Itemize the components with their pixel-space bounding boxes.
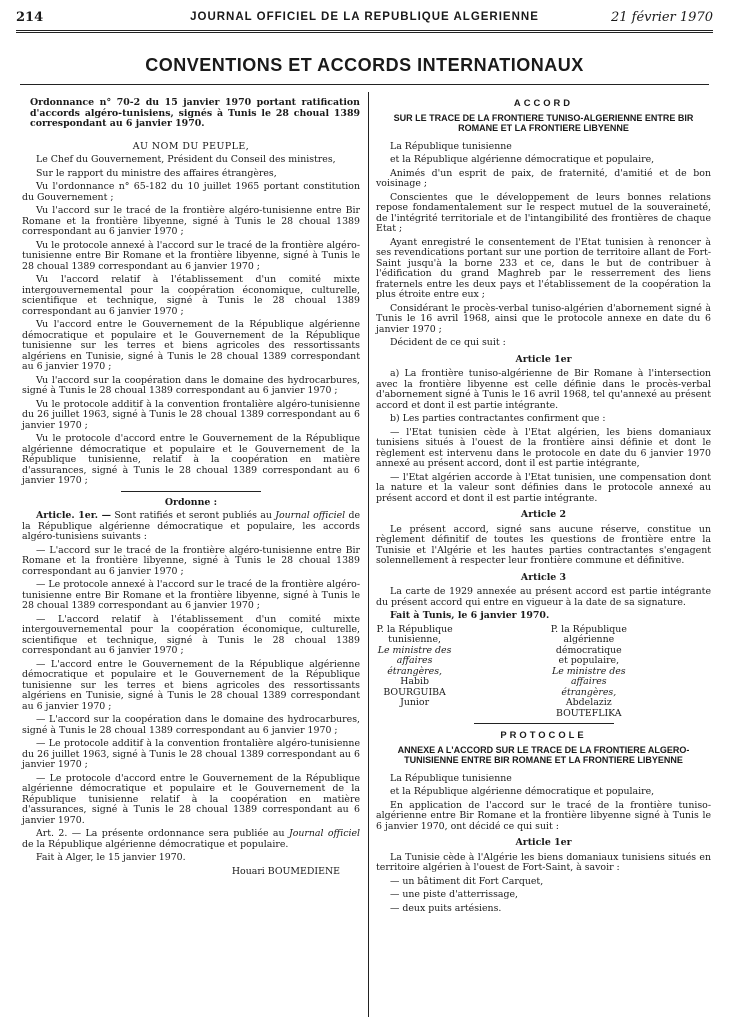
article1-para: b) Les parties contractantes confirment que : — [390, 413, 606, 424]
list-item: — L'accord sur la coopération dans le domaine des hydrocarbures, signé à Tunis le 28 choual 1389 correspondant au 6 janvier 1970 ; — [22, 714, 360, 736]
article1-intro-b: de la République algérienne démocratique et populaire, les accords algéro-tunisiens suivants : — [22, 510, 361, 542]
preamble — [22, 155, 360, 487]
preamble-line: Vu le protocole d'accord entre le Gouvernement de la République algérienne démocratique et populaire et le Gouvernement de la République tunisienne, relatif à la coopération en matière d'assurances, signé à Tunis le 28 choual 1389 correspondant au 6 janvier 1970 ; — [22, 433, 360, 486]
section-title: CONVENTIONS ET ACCORDS INTERNATIONAUX — [145, 55, 584, 75]
protocole-art1-heading: Article 1er — [515, 837, 572, 848]
fait-alger: Fait à Alger, le 15 janvier 1970. — [36, 852, 186, 863]
accord-heading: ACCORD — [513, 97, 574, 108]
preamble-line: Vu le protocole additif à la convention frontalière algéro-tunisienne du 26 juillet 1963, signé à Tunis le 28 choual 1389 correspondant au 6 janvier 1970 ; — [22, 398, 360, 431]
article2-heading: Article 2 — [520, 509, 567, 520]
list-item: — L'accord entre le Gouvernement de la République algérienne démocratique et populaire et le Gouvernement de la République tunisienne sur les terres et biens agricoles des ressortissants algériens en Tunisie, signé à Tunis le 28 choual 1389 correspondant au 6 janvier 1970 ; — [22, 658, 360, 712]
accord-subtitle: SUR LE TRACE DE LA FRONTIERE TUNISO-ALGERIENNE ENTRE BIR ROMANE ET LA FRONTIERE LIBYENNE — [393, 112, 694, 133]
article2-b: de la République algérienne démocratique et populaire. — [22, 838, 289, 850]
separator-rule — [121, 491, 261, 492]
sig-name: Abdelaziz BOUTEFLIKA — [556, 697, 622, 719]
sig-title: Le ministre des affaires étrangères, — [551, 665, 626, 698]
signature-tunisia — [376, 625, 537, 720]
fait-tunis: Fait à Tunis, le 6 janvier 1970. — [390, 610, 550, 621]
page-number: 214 — [16, 10, 44, 25]
article2-text: Le présent accord, signé sans aucune réserve, constitue un règlement définitif de toutes les questions de frontière entre la Tunisie et l'Algérie et les hautes parties contractantes s'engagent solennellement à respecter leur frontière commune et définitive. — [376, 523, 711, 566]
article2 — [22, 829, 360, 850]
signature-block — [376, 625, 711, 720]
party-line: La République tunisienne — [390, 772, 512, 784]
list-item: — Le protocole annexé à l'accord sur le tracé de la frontière algéro-tunisienne entre Bir Romane et la frontière libyenne, signé à Tunis le 28 choual 1389 correspondant au 6 janvier 1970 ; — [22, 579, 360, 611]
header-rule — [16, 30, 713, 31]
protocole-art1-text: La Tunisie cède à l'Algérie les biens domaniaux tunisiens situés en territoire algérien à l'ouest de Fort-Saint, à savoir : — [376, 851, 711, 873]
considerant: Ayant enregistré le consentement de l'Etat tunisien à renoncer à ses revendications portant sur une portion de territoire allant de Fort-Saint jusqu'à la borne 233 et ce, dans le but de contribuer à l'édification du grand Maghreb par le resserrement des liens fraternels entre les deux pays et l'établissement de la coopération la plus étroite entre eux ; — [376, 236, 711, 300]
au-nom-du-peuple: AU NOM DU PEUPLE, — [132, 140, 250, 152]
issue-date: 21 février 1970 — [610, 10, 713, 25]
sig-party: P. la République algérienne démocratique et populaire, — [550, 623, 627, 666]
article1-heading: Article 1er — [515, 353, 572, 365]
list-item: — L'accord relatif à l'établissement d'un comité mixte intergouvernemental pour la coopération économique, culturelle, scientifique et technique, signé à Tunis le 28 choual 1389 correspondant au 6 janvier 1970 ; — [22, 613, 360, 656]
list-item: — L'accord sur le tracé de la frontière algéro-tunisienne entre Bir Romane et la frontière libyenne, signé à Tunis le 28 choual 1389 correspondant au 6 janvier 1970 ; — [22, 544, 360, 577]
article1-intro — [22, 511, 360, 543]
article2-a: Art. 2. — La présente ordonnance sera publiée au — [36, 828, 285, 839]
separator-rule — [474, 723, 614, 724]
party-line: et la République algérienne démocratique et populaire, — [390, 154, 655, 165]
article1-list — [22, 546, 360, 827]
sig-title: Le ministre des affaires étrangères, — [377, 644, 452, 677]
protocole-subtitle: ANNEXE A L'ACCORD SUR LE TRACE DE LA FRONTIERE ALGERO-TUNISIENNE ENTRE BIR ROMANE ET LA FRONTIERE LIBYENNE — [397, 744, 690, 765]
right-column — [376, 98, 711, 917]
signature-algeria — [550, 625, 711, 720]
article1-label: Article. 1er. — — [36, 510, 112, 521]
protocole-heading: PROTOCOLE — [500, 729, 587, 740]
preamble-line: Vu le protocole annexé à l'accord sur le tracé de la frontière algéro-tunisienne entre Bir Romane et la frontière libyenne, signé à Tunis le 28 choual 1389 correspondant au 6 janvier 1970 ; — [22, 239, 360, 272]
list-item: — Le protocole additif à la convention frontalière algéro-tunisienne du 26 juillet 1963, signé à Tunis le 28 choual 1389 correspondant au 6 janvier 1970 ; — [22, 738, 360, 770]
considerant: Conscientes que le développement de leurs bonnes relations repose fondamentalement sur le respect mutuel de la souveraineté, de l'intégrité territoriale et de l'intangibilité des frontières de chaque Etat ; — [376, 191, 711, 234]
article1-para: — l'Etat tunisien cède à l'Etat algérien, les biens domaniaux tunisiens situés à l'ouest de la frontière ainsi définie et dont le règlement est intervenu dans le protocole en date du 6 janvier 1970 annexé au présent accord, dont il est partie intégrante, — [376, 426, 711, 469]
article3-text: La carte de 1929 annexée au présent accord est partie intégrante du présent accord qui entre en vigueur à la date de sa signature. — [376, 586, 711, 608]
article2-journal: Journal officiel — [288, 828, 360, 839]
preamble-line: Vu l'ordonnance n° 65-182 du 10 juillet 1965 portant constitution du Gouvernement ; — [22, 181, 360, 203]
article3-heading: Article 3 — [520, 571, 567, 583]
page-header — [16, 10, 713, 28]
sig-name: Habib BOURGUIBA Junior — [383, 676, 446, 708]
list-item: — une piste d'atterrissage, — [390, 889, 519, 900]
article1-para: a) La frontière tuniso-algérienne de Bir Romane à l'intersection avec la frontière libyenne est celle définie dans le procès-verbal d'abornement signé à Tunis le 16 avril 1968, tel qu'annexé au présent accord et dont il est partie intégrante. — [376, 368, 711, 411]
header-rule-thin — [16, 32, 713, 33]
preamble-line: Sur le rapport du ministre des affaires étrangères, — [36, 167, 277, 179]
preamble-line: Le Chef du Gouvernement, Président du Conseil des ministres, — [36, 154, 336, 165]
decident: Décident de ce qui suit : — [390, 337, 506, 348]
ordonne-heading: Ordonne : — [164, 496, 218, 508]
article1-intro-a: Sont ratifiés et seront publiés au — [114, 510, 272, 521]
party-line: et la République algérienne démocratique et populaire, — [390, 786, 655, 797]
party-line: La République tunisienne — [390, 140, 512, 152]
considerant: Considérant le procès-verbal tuniso-algérien d'abornement signé à Tunis le 16 avril 1968, ainsi que le protocole annexe en date du 6 janvier 1970 ; — [376, 302, 711, 335]
preamble-line: Vu l'accord sur la coopération dans le domaine des hydrocarbures, signé à Tunis le 28 choual 1389 correspondant au 6 janvier 1970 ; — [22, 374, 360, 396]
ordonnance-title: Ordonnance n° 70-2 du 15 janvier 1970 portant ratification d'accords algéro-tunisiens, signés à Tunis le 28 choual 1389 correspondant au 6 janvier 1970. — [30, 97, 360, 129]
preamble-line: Vu l'accord relatif à l'établissement d'un comité mixte intergouvernemental pour la coopération économique, culturelle, scientifique et technique, signé à Tunis le 28 choual 1389 correspondant au 6 janvier 1970 ; — [22, 274, 360, 317]
sig-party: P. la République tunisienne, — [376, 623, 453, 645]
list-item: — Le protocole d'accord entre le Gouvernement de la République algérienne démocratique et populaire et le Gouvernement de la République tunisienne relatif à la coopération en matière d'assurances, signé à Tunis le 28 choual 1389 correspondant au 6 janvier 1970. — [22, 772, 360, 826]
column-divider — [368, 92, 369, 1017]
article1-para: — l'Etat algérien accorde à l'Etat tunisien, une compensation dont la nature et la valeur sont définies dans le protocole annexé au présent accord et dont il est partie intégrante. — [376, 471, 711, 504]
protocole-intro: En application de l'accord sur le tracé de la frontière tuniso-algérienne entre Bir Romane et la frontière libyenne signé à Tunis le 6 janvier 1970, ont décidé ce qui suit : — [376, 799, 711, 832]
list-item: — deux puits artésiens. — [390, 902, 502, 914]
journal-title: JOURNAL OFFICIEL DE LA REPUBLIQUE ALGERIENNE — [190, 11, 539, 23]
preamble-line: Vu l'accord sur le tracé de la frontière algéro-tunisienne entre Bir Romane et la frontière libyenne, signé à Tunis le 28 choual 1389 correspondant au 6 janvier 1970 ; — [22, 205, 360, 237]
article1-journal: Journal officiel — [275, 510, 346, 521]
title-rule — [20, 84, 709, 85]
left-column — [22, 98, 360, 880]
signatory-name: Houari BOUMEDIENE — [231, 865, 340, 877]
preamble-line: Vu l'accord entre le Gouvernement de la République algérienne démocratique et populaire et le Gouvernement de la République tunisienne sur les terres et biens agricoles des ressortissants algériens en Tunisie, signé à Tunis le 28 choual 1389 correspondant au 6 janvier 1970 ; — [22, 319, 360, 372]
list-item: — un bâtiment dit Fort Carquet, — [390, 875, 544, 887]
considerant: Animés d'un esprit de paix, de fraternité, d'amitié et de bon voisinage ; — [376, 167, 711, 189]
